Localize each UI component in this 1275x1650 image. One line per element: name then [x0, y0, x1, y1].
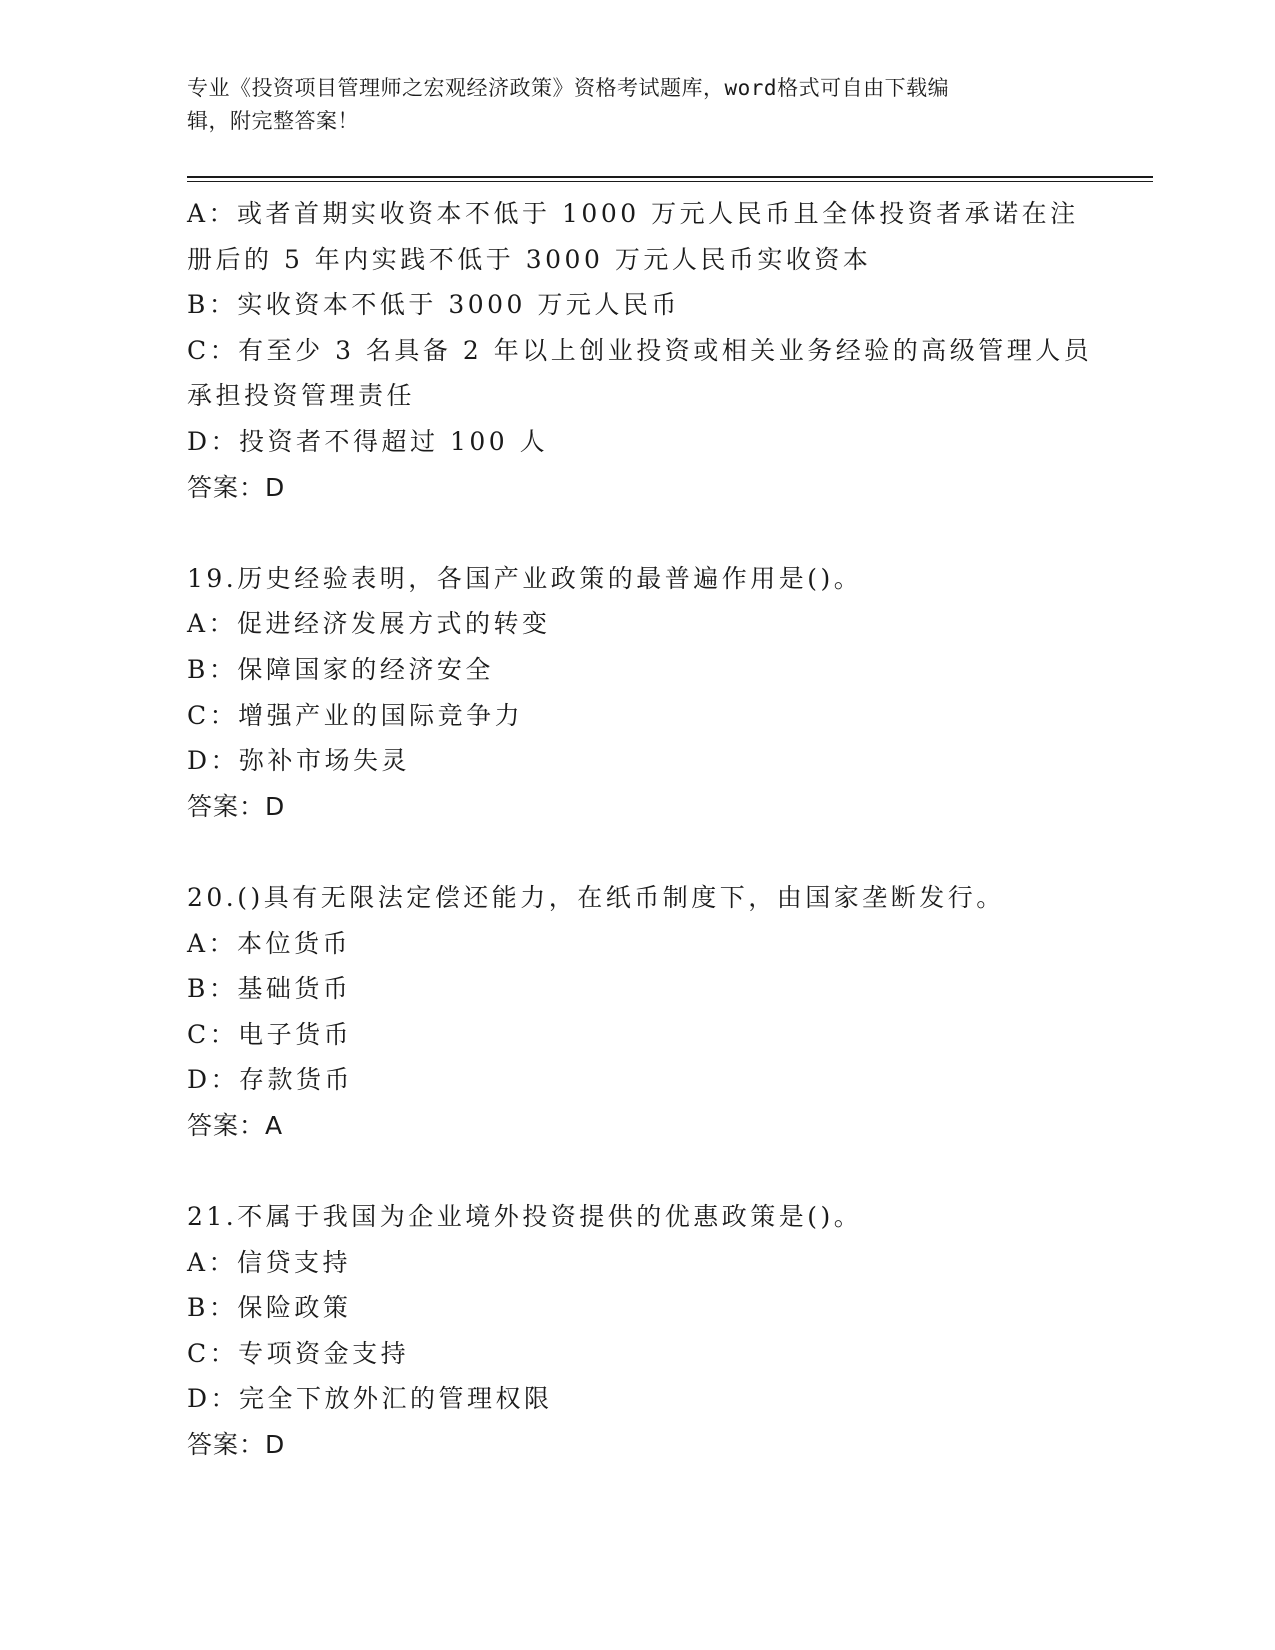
- option-a-line-2: 册后的 5 年内实践不低于 3000 万元人民币实收资本: [187, 244, 872, 274]
- option-c: C：增强产业的国际竞争力: [187, 700, 524, 730]
- option-c: C：电子货币: [187, 1019, 353, 1049]
- option-d: D：弥补市场失灵: [187, 746, 411, 776]
- option-b: B：保障国家的经济安全: [187, 654, 494, 684]
- question-20: [187, 875, 1087, 1149]
- answer: 答案：D: [187, 791, 286, 821]
- header-divider-thick: [187, 176, 1153, 178]
- question-text: 20.()具有无限法定偿还能力，在纸币制度下，由国家垄断发行。: [187, 882, 1005, 912]
- option-c-line-1: C：有至少 3 名具备 2 年以上创业投资或相关业务经验的高级管理人员: [187, 335, 1093, 365]
- question-text: 21.不属于我国为企业境外投资提供的优惠政策是()。: [187, 1202, 863, 1232]
- question-18-continued: [187, 191, 1093, 510]
- option-b: B：基础货币: [187, 974, 352, 1004]
- spacer: [187, 829, 1087, 875]
- option-b: B：实收资本不低于 3000 万元人民币: [187, 290, 680, 320]
- question-19: [187, 556, 1087, 830]
- question-text: 19.历史经验表明，各国产业政策的最普遍作用是()。: [187, 563, 863, 593]
- document-header: [187, 72, 1087, 138]
- option-a: A：信贷支持: [187, 1247, 352, 1277]
- answer: 答案：D: [187, 1430, 286, 1460]
- answer: 答案：D: [187, 472, 286, 502]
- option-d: D：存款货币: [187, 1065, 354, 1095]
- option-a: A：本位货币: [187, 928, 352, 958]
- header-line-2: 辑，附完整答案！: [187, 109, 359, 133]
- option-c: C：专项资金支持: [187, 1338, 410, 1368]
- question-21: [187, 1194, 1087, 1468]
- option-d: D：投资者不得超过 100 人: [187, 426, 549, 456]
- question-list: [187, 191, 1093, 1468]
- answer: 答案：A: [187, 1110, 284, 1140]
- option-c-line-2: 承担投资管理责任: [187, 381, 416, 411]
- option-a: A：促进经济发展方式的转变: [187, 609, 551, 639]
- header-line-1: 专业《投资项目管理师之宏观经济政策》资格考试题库，word格式可自由下载编: [187, 76, 950, 100]
- option-a-line-1: A：或者首期实收资本不低于 1000 万元人民币且全体投资者承诺在注: [187, 199, 1079, 228]
- option-d: D：完全下放外汇的管理权限: [187, 1384, 553, 1414]
- header-divider-thin: [187, 181, 1153, 182]
- spacer: [187, 510, 1087, 556]
- option-b: B：保险政策: [187, 1293, 352, 1323]
- spacer: [187, 1148, 1087, 1194]
